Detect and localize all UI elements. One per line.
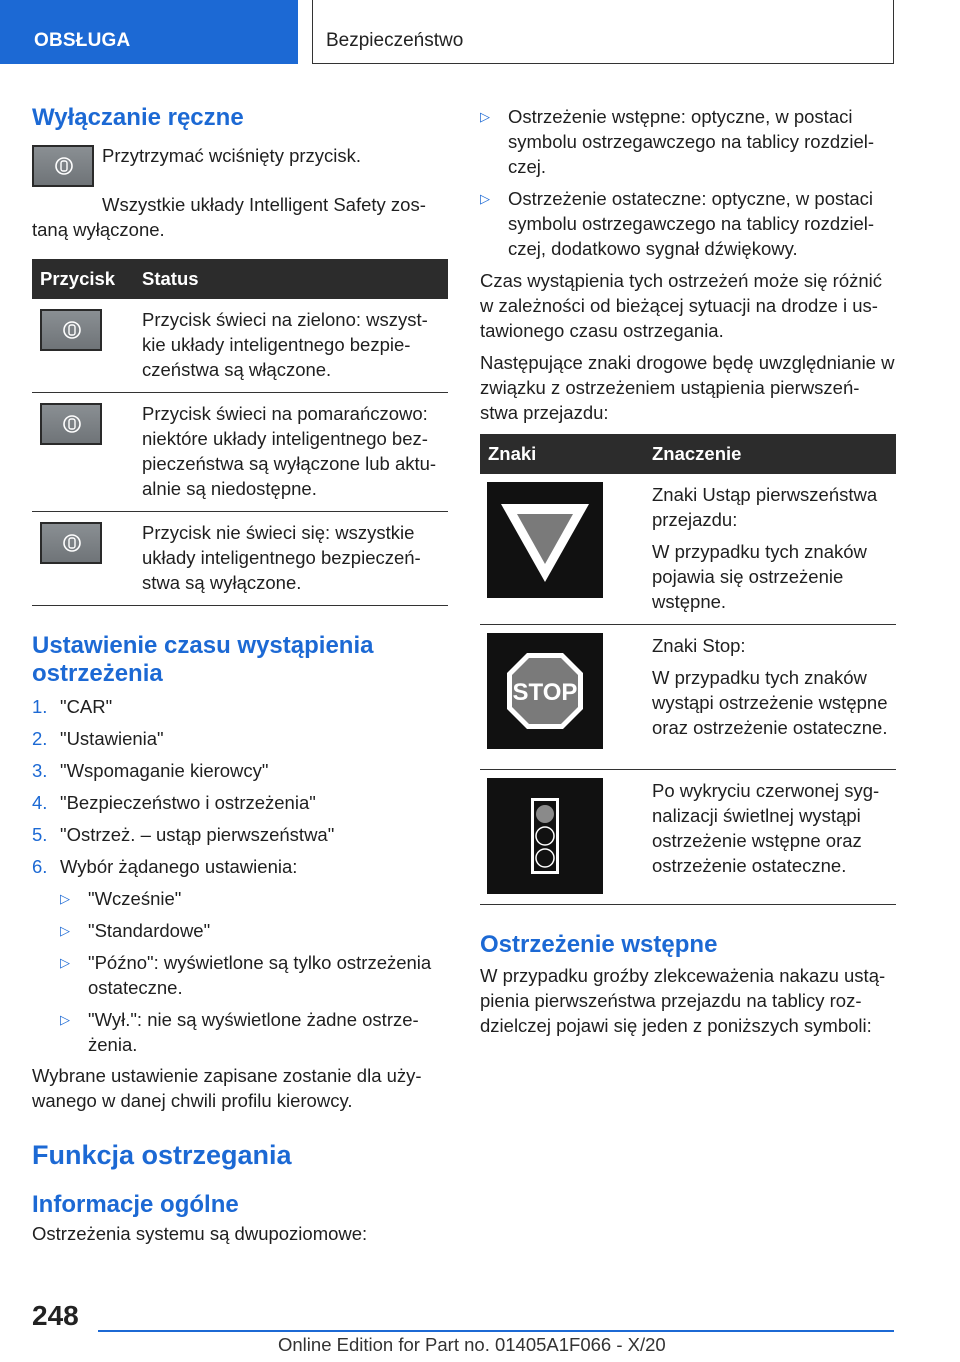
- yield-sign-icon: [487, 482, 603, 598]
- right-column: [480, 104, 895, 1038]
- list-item: ▷ "Późno": wyświetlone są tylko ostrzeżenia ostateczne.: [60, 952, 432, 998]
- yield-sign-image: [487, 482, 603, 598]
- list-item: 5. "Ostrzeż. – ustąp pierwszeństwa": [32, 824, 335, 845]
- list-item: 3. "Wspomaganie kierowcy": [32, 760, 269, 781]
- pre-warning-heading: Ostrzeżenie wstępne: [480, 931, 718, 958]
- signs-intro-text: Następujące znaki drogowe będę uwzględnianie w związku z ostrzeżeniem ustąpienia pierwszeń-stwa przejazdu:: [480, 352, 895, 423]
- signs-table: [480, 434, 896, 905]
- status-off-text: Przycisk nie świeci się: wszystkie układy inteligentnego bezpieczeń-stwa są wyłączone.: [134, 512, 448, 606]
- general-text: Ostrzeżenia systemu są dwupoziomowe:: [32, 1223, 368, 1244]
- left-column: [32, 100, 447, 1246]
- function-heading: Funkcja ostrzegania: [32, 1140, 292, 1170]
- table-row: [32, 393, 448, 512]
- safety-icon: [63, 320, 81, 340]
- signs-table-header-signs: Znaki: [480, 434, 644, 474]
- safety-icon: [63, 414, 81, 434]
- table-row: [480, 625, 896, 770]
- timing-difference-text: Czas wystąpienia tych ostrzeżeń może się różnić w zależności od bieżącej sytuacji na drodze i us-tawionego czasu ostrzegania.: [480, 270, 883, 341]
- button-off-image: [40, 522, 102, 564]
- footer-divider: [98, 1330, 894, 1332]
- list-item: 2. "Ustawienia": [32, 728, 164, 749]
- stop-sign-label: STOP: [512, 679, 578, 706]
- status-table: [32, 259, 448, 606]
- list-item: ▷ "Standardowe": [60, 920, 211, 941]
- status-table-header-button: Przycisk: [32, 259, 134, 299]
- timing-note: Wybrane ustawienie zapisane zostanie dla uży-wanego w danej chwili profilu kierowcy.: [32, 1065, 422, 1111]
- list-item: 1. "CAR": [32, 696, 113, 717]
- table-row: [480, 770, 896, 905]
- stop-sign-image: [487, 633, 603, 749]
- status-orange-text: Przycisk świeci na pomarańczowo: niektóre układy inteligentnego bez-pieczeństwa są wyłączone lub aktu-alnie są niedostępne.: [134, 393, 448, 512]
- safety-icon: [63, 533, 81, 553]
- list-item: ▷ Ostrzeżenie wstępne: optyczne, w postaci symbolu ostrzegawczego na tablicy rozdziel-czej.: [480, 106, 875, 177]
- list-item: 6. Wybór żądanego ustawienia:: [32, 856, 298, 877]
- table-row: [32, 299, 448, 393]
- stop-meaning-line2: W przypadku tych znaków wystąpi ostrzeżenie wstępne oraz ostrzeżenie ostateczne.: [652, 667, 888, 738]
- pre-warning-text: W przypadku groźby zlekceważenia nakazu ustą-pienia pierwszeństwa przejazdu na tablicy roz-dzielczej pojawi się jeden z poniższych symboli:: [480, 965, 886, 1036]
- header-section-tab: [0, 0, 298, 64]
- button-orange-image: [40, 403, 102, 445]
- safety-icon: [55, 156, 73, 176]
- safety-button-image: [32, 145, 94, 187]
- traffic-light-icon: [487, 778, 603, 894]
- signs-table-header-meaning: Znaczenie: [644, 434, 896, 474]
- list-item: 4. "Bezpieczeństwo i ostrzeżenia": [32, 792, 316, 813]
- header-title: Bezpieczeństwo: [326, 30, 464, 51]
- timing-steps: [32, 694, 447, 879]
- table-row: [480, 474, 896, 625]
- stop-meaning-line1: Znaki Stop:: [652, 635, 746, 656]
- manual-off-line1: Przytrzymać wciśnięty przycisk.: [102, 145, 362, 166]
- status-green-text: Przycisk świeci na zielono: wszyst-kie układy inteligentnego bezpie-czeństwa są włączone.: [134, 299, 448, 393]
- stop-sign-icon: [487, 633, 603, 749]
- list-item: ▷ "Wcześnie": [60, 888, 182, 909]
- manual-off-line2: Wszystkie układy Intelligent Safety zos-taną wyłączone.: [32, 194, 426, 240]
- manual-off-heading: Wyłączanie ręczne: [32, 104, 244, 131]
- status-table-header-status: Status: [134, 259, 448, 299]
- table-row: [32, 512, 448, 606]
- yield-meaning-line2: W przypadku tych znaków pojawia się ostrzeżenie wstępne.: [652, 541, 867, 612]
- timing-heading: Ustawienie czasu wystąpienia ostrzeżenia: [32, 632, 374, 687]
- header-section-label: OBSŁUGA: [34, 30, 131, 51]
- yield-meaning-line1: Znaki Ustąp pierwszeństwa przejazdu:: [652, 484, 878, 530]
- button-green-image: [40, 309, 102, 351]
- list-item: ▷ Ostrzeżenie ostateczne: optyczne, w postaci symbolu ostrzegawczego na tablicy rozdziel-czej, dodatkowo sygnał dźwiękowy.: [480, 188, 875, 259]
- list-item: ▷ "Wył.": nie są wyświetlone żadne ostrze-żenia.: [60, 1009, 419, 1055]
- traffic-light-image: [487, 778, 603, 894]
- page-number: 248: [32, 1300, 79, 1331]
- footer-edition: Online Edition for Part no. 01405A1F066 - X/20: [278, 1334, 666, 1355]
- timing-options: [60, 886, 447, 1057]
- general-heading: Informacje ogólne: [32, 1191, 239, 1218]
- header-title-box: [312, 0, 894, 64]
- traffic-light-meaning: Po wykryciu czerwonej syg-nalizacji świetlnej wystąpi ostrzeżenie wstępne oraz ostrzeżenie ostateczne.: [652, 780, 880, 876]
